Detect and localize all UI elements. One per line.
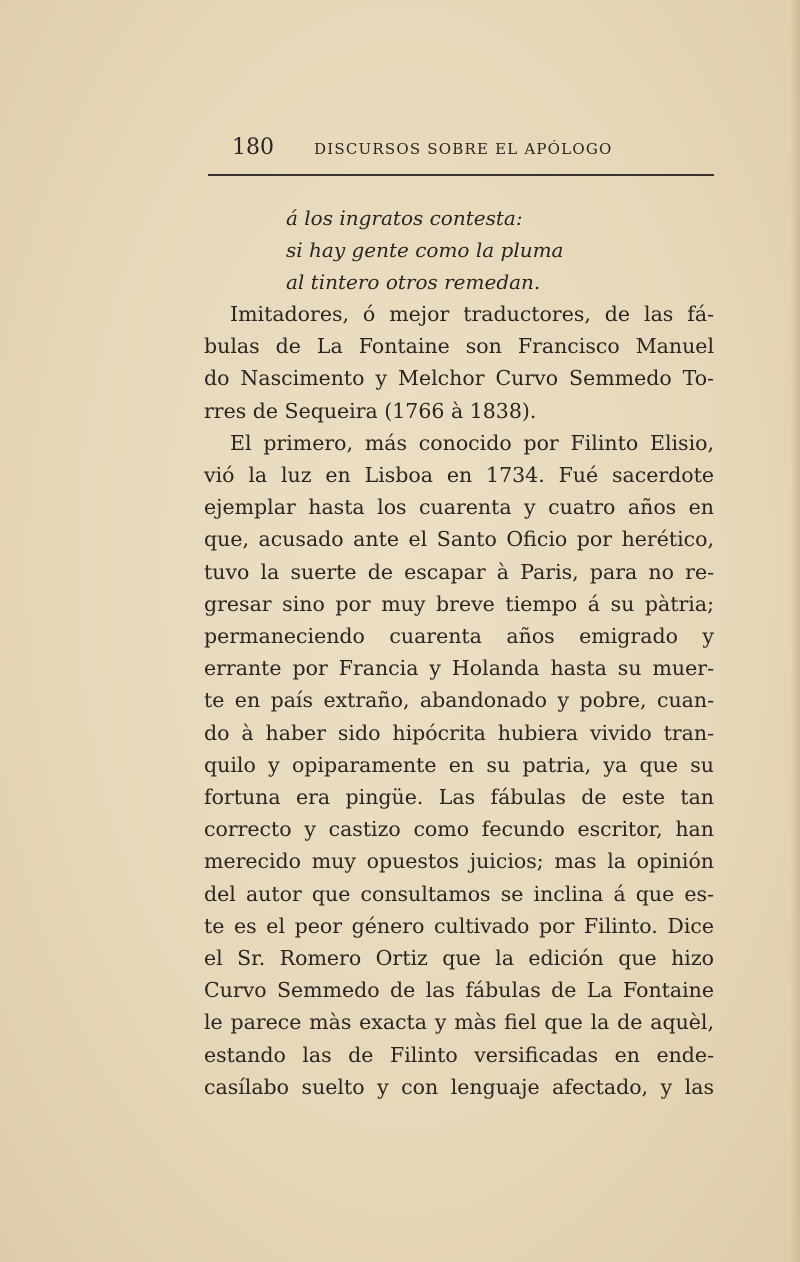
- verse-line: al tintero otros remedan.: [286, 270, 541, 294]
- text-line: permaneciendo cuarenta años emigrado y: [204, 624, 714, 649]
- paragraph-2: [204, 427, 714, 1103]
- page-number: 180: [232, 135, 274, 160]
- text-line: tuvo la suerte de escapar à Paris, para no re-: [204, 559, 714, 584]
- verse-line: si hay gente como la pluma: [286, 238, 564, 262]
- verse-quote: [286, 202, 563, 298]
- text-line: merecido muy opuestos juicios; mas la opinión: [204, 849, 714, 874]
- text-line: bulas de La Fontaine son Francisco Manuel: [204, 334, 714, 359]
- text-line: ejemplar hasta los cuarenta y cuatro años en: [204, 495, 714, 520]
- running-header: [0, 133, 800, 167]
- header-rule: [208, 174, 714, 176]
- text-line: errante por Francia y Holanda hasta su muer-: [204, 656, 714, 681]
- text-line: el Sr. Romero Ortiz que la edición que hizo: [204, 946, 714, 971]
- text-line: quilo y opiparamente en su patria, ya que su: [204, 752, 714, 777]
- text-line: El primero, más conocido por Filinto Elisio,: [230, 430, 714, 455]
- paragraph-1: [204, 298, 714, 427]
- text-line: fortuna era pingüe. Las fábulas de este tan: [204, 785, 714, 810]
- text-line: del autor que consultamos se inclina á que es-: [204, 881, 714, 906]
- text-line: rres de Sequeira (1766 à 1838).: [204, 398, 537, 423]
- running-title: DISCURSOS SOBRE EL APÓLOGO: [314, 140, 613, 158]
- text-line: Curvo Semmedo de las fábulas de La Fontaine: [204, 978, 714, 1003]
- text-line: te es el peor género cultivado por Filinto. Dice: [204, 913, 714, 938]
- text-line: vió la luz en Lisboa en 1734. Fué sacerdote: [204, 463, 714, 488]
- text-line: le parece màs exacta y màs fiel que la de aquèl,: [204, 1010, 714, 1035]
- page-edge-shadow: [790, 0, 800, 1262]
- text-line: gresar sino por muy breve tiempo á su pàtria;: [204, 591, 714, 616]
- text-line: do à haber sido hipócrita hubiera vivido tran-: [204, 720, 714, 745]
- verse-line: á los ingratos contesta:: [286, 206, 523, 230]
- text-line: do Nascimento y Melchor Curvo Semmedo To-: [204, 366, 714, 391]
- text-line: te en país extraño, abandonado y pobre, cuan-: [204, 688, 714, 713]
- body-text: [204, 298, 714, 1103]
- text-line: Imitadores, ó mejor traductores, de las fá-: [230, 302, 714, 326]
- text-line: correcto y castizo como fecundo escritor, han: [204, 817, 714, 842]
- text-line: casílabo suelto y con lenguaje afectado, y las: [204, 1074, 714, 1099]
- text-line: que, acusado ante el Santo Oficio por herético,: [204, 527, 714, 552]
- text-line: estando las de Filinto versificadas en ende-: [204, 1042, 714, 1067]
